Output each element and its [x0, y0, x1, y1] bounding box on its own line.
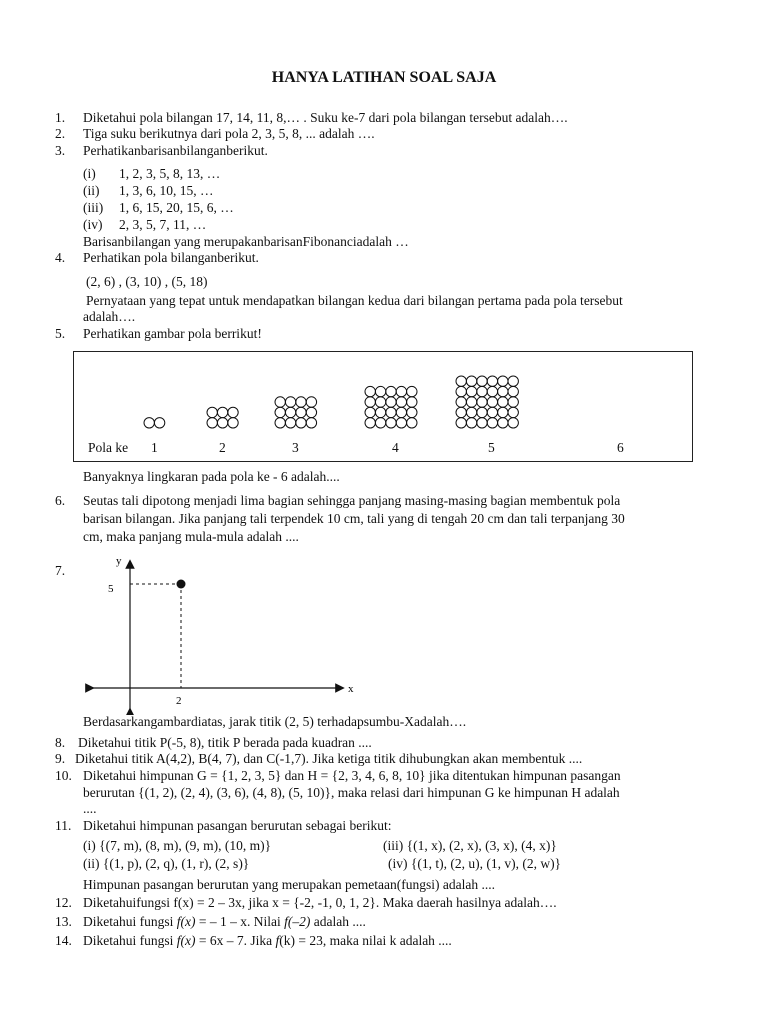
pattern-4-circle: [365, 397, 375, 407]
pattern-4-circle: [386, 418, 396, 428]
pola-number: 1: [151, 440, 158, 455]
pattern-4-circle: [365, 407, 375, 417]
pattern-2-circle: [228, 418, 238, 428]
pattern-4-circle: [375, 418, 385, 428]
pattern-5-circle: [477, 418, 487, 428]
q3-option-label: (iii): [83, 200, 104, 215]
pola-number: 4: [392, 440, 399, 455]
q4-number: 4.: [55, 250, 66, 265]
circle-pattern-figure: [74, 352, 694, 463]
q13-number: 13.: [55, 914, 72, 929]
pattern-4-circle: [396, 386, 406, 396]
q6-line: cm, maka panjang mula-mula adalah ....: [83, 529, 299, 544]
q12-text: Diketahuifungsi f(x) = 2 – 3x, jika x = {-2, -1, 0, 1, 2}. Maka daerah hasilnya adalah….: [83, 895, 557, 910]
pattern-5-circle: [466, 376, 476, 386]
x-axis-label: x: [348, 683, 354, 695]
pattern-4-circle: [396, 418, 406, 428]
pattern-5-circle: [477, 397, 487, 407]
pattern-5-circle: [466, 407, 476, 417]
point-2-5: [177, 580, 186, 589]
pattern-3-circle: [296, 418, 306, 428]
q6-number: 6.: [55, 493, 66, 508]
pattern-5-circle: [466, 418, 476, 428]
pattern-5-circle: [487, 418, 497, 428]
pattern-5-circle: [487, 397, 497, 407]
pattern-5-circle: [456, 407, 466, 417]
q9-number: 9.: [55, 751, 66, 766]
q4-statement: Pernyataan yang tepat untuk mendapatkan bilangan kedua dari bilangan pertama pada pola tersebut: [86, 293, 623, 308]
pattern-5-circle: [466, 397, 476, 407]
pattern-3-circle: [306, 407, 316, 417]
q11-text: Diketahui himpunan pasangan berurutan sebagai berikut:: [83, 818, 392, 833]
pattern-3-circle: [285, 418, 295, 428]
q3-option-label: (ii): [83, 183, 100, 198]
q3-option-text: 1, 6, 15, 20, 15, 6, …: [119, 200, 234, 215]
pattern-5-circle: [498, 407, 508, 417]
q3-option-text: 1, 2, 3, 5, 8, 13, …: [119, 166, 221, 181]
pola-number: 3: [292, 440, 299, 455]
q14-number: 14.: [55, 933, 72, 948]
q7-number: 7.: [55, 563, 66, 578]
pattern-5-circle: [508, 397, 518, 407]
pattern-4-circle: [407, 407, 417, 417]
pattern-5-circle: [498, 418, 508, 428]
q10-line: ....: [83, 801, 97, 816]
q5-number: 5.: [55, 326, 66, 341]
pattern-5-circle: [456, 386, 466, 396]
pattern-2-circle: [228, 407, 238, 417]
pattern-5-circle: [456, 397, 466, 407]
pattern-5-circle: [466, 386, 476, 396]
y-tick-label: 5: [108, 583, 114, 595]
q7-question: Berdasarkangambardiatas, jarak titik (2, 5) terhadapsumbu-Xadalah….: [83, 714, 467, 729]
pattern-5-circle: [508, 407, 518, 417]
pattern-3-circle: [275, 418, 285, 428]
pattern-4-circle: [365, 418, 375, 428]
q1-text: Diketahui pola bilangan 17, 14, 11, 8,… . Suku ke-7 dari pola bilangan tersebut adalah….: [83, 110, 568, 125]
pattern-4-circle: [396, 407, 406, 417]
pattern-3-circle: [285, 397, 295, 407]
q3-question: Barisanbilangan yang merupakanbarisanFibonanciadalah …: [83, 234, 409, 249]
q10-line: berurutan {(1, 2), (2, 4), (3, 6), (4, 8), (5, 10)}, maka relasi dari himpunan G ke himpunan H adalah: [83, 785, 620, 800]
q2-text: Tiga suku berikutnya dari pola 2, 3, 5, 8, ... adalah ….: [83, 126, 375, 141]
q11-option: (i) {(7, m), (8, m), (9, m), (10, m)}: [83, 838, 272, 853]
pattern-4-circle: [386, 407, 396, 417]
q8-text: Diketahui titik P(-5, 8), titik P berada pada kuadran ....: [78, 735, 372, 750]
q5-text: Perhatikan gambar pola berrikut!: [83, 326, 262, 341]
q10-number: 10.: [55, 768, 72, 783]
pattern-5-circle: [477, 386, 487, 396]
q11-question: Himpunan pasangan berurutan yang merupakan pemetaan(fungsi) adalah ....: [83, 877, 495, 892]
pattern-3-circle: [285, 407, 295, 417]
q3-option-label: (iv): [83, 217, 103, 232]
q4-statement-end: adalah….: [83, 309, 136, 324]
pattern-5-circle: [487, 407, 497, 417]
q8-number: 8.: [55, 735, 66, 750]
q3-option-label: (i): [83, 166, 96, 181]
pattern-4-circle: [407, 418, 417, 428]
pattern-4-circle: [375, 407, 385, 417]
pattern-3-circle: [296, 407, 306, 417]
pattern-3-circle: [296, 397, 306, 407]
pattern-5-circle: [498, 376, 508, 386]
q1-number: 1.: [55, 110, 66, 125]
q9-text: Diketahui titik A(4,2), B(4, 7), dan C(-1,7). Jika ketiga titik dihubungkan akan membentuk ....: [75, 751, 583, 766]
pattern-5-circle: [477, 376, 487, 386]
q13-text: Diketahui fungsi f(x) = – 1 – x. Nilai f(–2) adalah ....: [83, 914, 366, 929]
q11-option: (iii) {(1, x), (2, x), (3, x), (4, x)}: [383, 838, 557, 853]
q11-option: (iv) {(1, t), (2, u), (1, v), (2, w)}: [388, 856, 562, 871]
page-title: HANYA LATIHAN SOAL SAJA: [271, 69, 497, 86]
q4-text: Perhatikan pola bilanganberikut.: [83, 250, 259, 265]
q11-option: (ii) {(1, p), (2, q), (1, r), (2, s)}: [83, 856, 250, 871]
pattern-3-circle: [306, 397, 316, 407]
q10-line: Diketahui himpunan G = {1, 2, 3, 5} dan H = {2, 3, 4, 6, 8, 10} jika ditentukan himpunan pasangan: [83, 768, 621, 783]
pattern-4-circle: [407, 397, 417, 407]
pattern-4-circle: [386, 386, 396, 396]
pattern-5-circle: [456, 376, 466, 386]
pattern-2-circle: [207, 407, 217, 417]
pattern-1-circle: [154, 418, 164, 428]
pattern-5-circle: [498, 397, 508, 407]
pattern-4-circle: [365, 386, 375, 396]
q14-text: Diketahui fungsi f(x) = 6x – 7. Jika f(k) = 23, maka nilai k adalah ....: [83, 933, 452, 948]
pattern-1-circle: [144, 418, 154, 428]
pattern-3-circle: [306, 418, 316, 428]
coordinate-graph: [80, 550, 370, 715]
pattern-3-circle: [275, 407, 285, 417]
pola-number: 5: [488, 440, 495, 455]
pattern-figure-box: [73, 351, 693, 462]
q12-number: 12.: [55, 895, 72, 910]
q5-question: Banyaknya lingkaran pada pola ke - 6 adalah....: [83, 469, 340, 484]
pattern-2-circle: [207, 418, 217, 428]
pattern-5-circle: [508, 386, 518, 396]
q3-option-text: 1, 3, 6, 10, 15, …: [119, 183, 214, 198]
pattern-5-circle: [508, 376, 518, 386]
pattern-2-circle: [217, 418, 227, 428]
q4-pairs: (2, 6) , (3, 10) , (5, 18): [86, 274, 208, 289]
pattern-5-circle: [456, 418, 466, 428]
q6-line: barisan bilangan. Jika panjang tali terpendek 10 cm, tali yang di tengah 20 cm dan tali terpanjang 30: [83, 511, 625, 526]
pattern-5-circle: [508, 418, 518, 428]
pattern-4-circle: [386, 397, 396, 407]
pattern-2-circle: [217, 407, 227, 417]
y-axis-label: y: [116, 555, 122, 567]
pattern-4-circle: [396, 397, 406, 407]
pattern-5-circle: [477, 407, 487, 417]
pola-number: 2: [219, 440, 226, 455]
pattern-5-circle: [498, 386, 508, 396]
q6-line: Seutas tali dipotong menjadi lima bagian sehingga panjang masing-masing bagian membentuk pola: [83, 493, 621, 508]
q3-text: Perhatikanbarisanbilanganberikut.: [83, 143, 268, 158]
pola-number: 6: [617, 440, 624, 455]
x-tick-label: 2: [176, 695, 182, 707]
q3-option-text: 2, 3, 5, 7, 11, …: [119, 217, 207, 232]
pattern-5-circle: [487, 376, 497, 386]
q2-number: 2.: [55, 126, 66, 141]
pattern-4-circle: [407, 386, 417, 396]
pattern-3-circle: [275, 397, 285, 407]
q11-number: 11.: [55, 818, 72, 833]
pattern-4-circle: [375, 386, 385, 396]
pola-label: Pola ke: [88, 440, 129, 455]
pattern-4-circle: [375, 397, 385, 407]
q3-number: 3.: [55, 143, 66, 158]
pattern-5-circle: [487, 386, 497, 396]
